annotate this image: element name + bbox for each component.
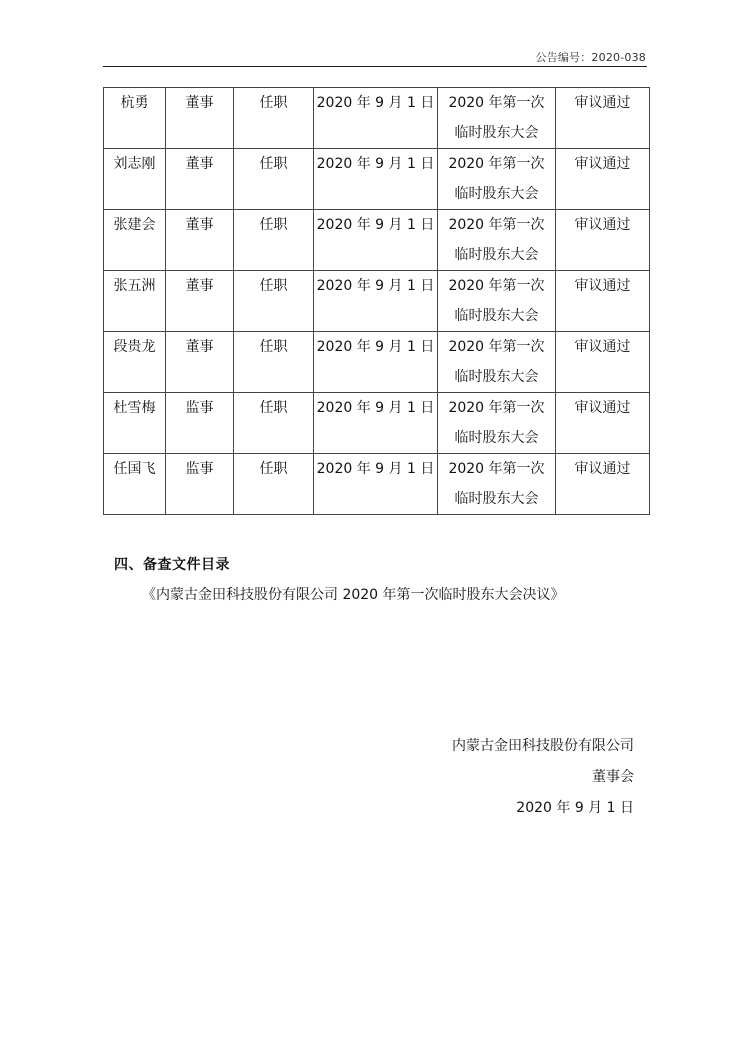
result-cell: 审议通过 — [556, 332, 650, 393]
meeting-line-2: 临时股东大会 — [454, 186, 539, 202]
action-cell: 任职 — [234, 149, 314, 210]
action-cell: 任职 — [234, 393, 314, 454]
meeting-line-1: 2020 年第一次 — [448, 278, 545, 294]
meeting-line-1: 2020 年第一次 — [448, 400, 545, 416]
table-row — [104, 149, 650, 210]
meeting-cell — [438, 210, 556, 271]
date-cell: 2020 年 9 月 1 日 — [314, 149, 438, 210]
result-cell: 审议通过 — [556, 454, 650, 515]
result-cell: 审议通过 — [556, 393, 650, 454]
name-cell: 杭勇 — [104, 88, 166, 149]
table-row — [104, 271, 650, 332]
meeting-cell — [438, 149, 556, 210]
result-cell: 审议通过 — [556, 88, 650, 149]
meeting-line-2: 临时股东大会 — [454, 125, 539, 141]
date-cell: 2020 年 9 月 1 日 — [314, 332, 438, 393]
name-cell: 张建会 — [104, 210, 166, 271]
position-cell: 董事 — [166, 149, 234, 210]
table-row — [104, 332, 650, 393]
meeting-line-2: 临时股东大会 — [454, 247, 539, 263]
section-title: 四、备查文件目录 — [114, 557, 230, 573]
position-cell: 监事 — [166, 393, 234, 454]
meeting-line-1: 2020 年第一次 — [448, 95, 545, 111]
meeting-line-1: 2020 年第一次 — [448, 339, 545, 355]
header-divider — [103, 66, 647, 67]
meeting-cell — [438, 88, 556, 149]
position-cell: 董事 — [166, 210, 234, 271]
date-cell: 2020 年 9 月 1 日 — [314, 88, 438, 149]
result-cell: 审议通过 — [556, 149, 650, 210]
appointment-table — [103, 87, 650, 515]
date-cell: 2020 年 9 月 1 日 — [314, 454, 438, 515]
meeting-line-1: 2020 年第一次 — [448, 217, 545, 233]
name-cell: 刘志刚 — [104, 149, 166, 210]
result-cell: 审议通过 — [556, 271, 650, 332]
meeting-line-1: 2020 年第一次 — [448, 156, 545, 172]
action-cell: 任职 — [234, 88, 314, 149]
meeting-cell — [438, 393, 556, 454]
meeting-line-1: 2020 年第一次 — [448, 461, 545, 477]
company-name: 内蒙古金田科技股份有限公司 — [452, 738, 634, 754]
position-cell: 监事 — [166, 454, 234, 515]
meeting-cell — [438, 332, 556, 393]
date-cell: 2020 年 9 月 1 日 — [314, 393, 438, 454]
result-cell: 审议通过 — [556, 210, 650, 271]
announcement-number: 公告编号：2020-038 — [535, 51, 646, 64]
meeting-line-2: 临时股东大会 — [454, 308, 539, 324]
table-row — [104, 210, 650, 271]
action-cell: 任职 — [234, 332, 314, 393]
meeting-line-2: 临时股东大会 — [454, 369, 539, 385]
name-cell: 任国飞 — [104, 454, 166, 515]
position-cell: 董事 — [166, 332, 234, 393]
reference-document: 《内蒙古金田科技股份有限公司 2020 年第一次临时股东大会决议》 — [142, 587, 565, 603]
table-row — [104, 454, 650, 515]
board-name: 董事会 — [592, 769, 634, 785]
name-cell: 段贵龙 — [104, 332, 166, 393]
meeting-line-2: 临时股东大会 — [454, 430, 539, 446]
position-cell: 董事 — [166, 88, 234, 149]
action-cell: 任职 — [234, 210, 314, 271]
position-cell: 董事 — [166, 271, 234, 332]
meeting-cell — [438, 454, 556, 515]
meeting-line-2: 临时股东大会 — [454, 491, 539, 507]
name-cell: 张五洲 — [104, 271, 166, 332]
meeting-cell — [438, 271, 556, 332]
table-row — [104, 393, 650, 454]
date-cell: 2020 年 9 月 1 日 — [314, 271, 438, 332]
date-cell: 2020 年 9 月 1 日 — [314, 210, 438, 271]
name-cell: 杜雪梅 — [104, 393, 166, 454]
action-cell: 任职 — [234, 271, 314, 332]
signature-date: 2020 年 9 月 1 日 — [516, 800, 634, 816]
action-cell: 任职 — [234, 454, 314, 515]
table-row — [104, 88, 650, 149]
